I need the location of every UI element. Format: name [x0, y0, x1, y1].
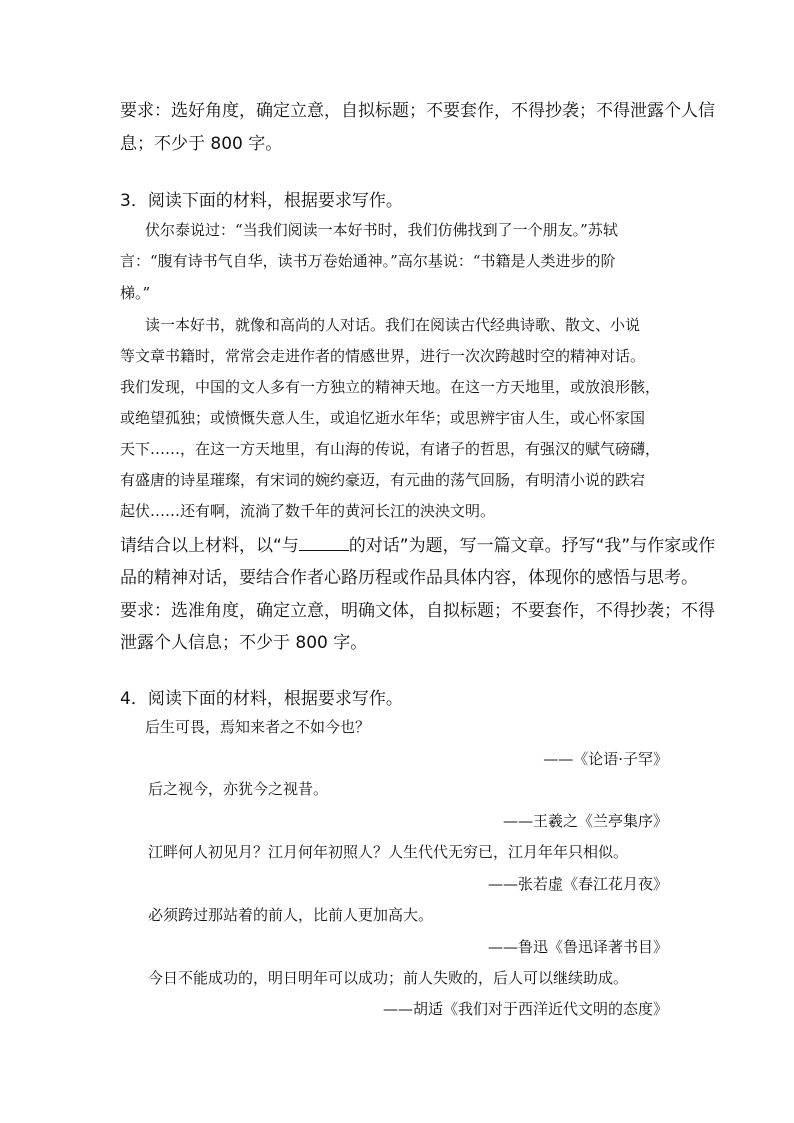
section3-paragraph-line: 起伏……还有啊，流淌了数千年的黄河长江的泱泱文明。 [120, 502, 496, 520]
section4-quote-source: ——张若虚《春江花月夜》 [487, 875, 668, 893]
section3-paragraph-line: 读一本好书，就像和高尚的人对话。我们在阅读古代经典诗歌、散文、小说 [145, 316, 641, 334]
section4-heading: 4．阅读下面的材料，根据要求写作。 [120, 689, 403, 709]
section4-quote-text: 后之视今，亦犹今之视昔。 [148, 780, 329, 798]
section3-heading: 3．阅读下面的材料，根据要求写作。 [120, 191, 403, 211]
section3-quote-line: 伏尔泰说过：“当我们阅读一本好书时，我们仿佛找到了一个朋友。”苏轼 [145, 221, 618, 239]
section3-quote-line: 梯。” [120, 284, 151, 302]
section3-task-line2: 品的精神对话，要结合作者心路历程或作品具体内容，体现你的感悟与思考。 [120, 568, 698, 588]
section3-paragraph-line: 有盛唐的诗星璀璨，有宋词的婉约豪迈，有元曲的荡气回肠，有明清小说的跌宕 [120, 471, 646, 489]
section3-paragraph-line: 我们发现，中国的文人多有一方独立的精神天地。在这一方天地里，或放浪形骸， [120, 378, 661, 396]
section4-quote-source: ——王羲之《兰亭集序》 [502, 812, 668, 830]
section3-paragraph-line: 天下……，在这一方天地里，有山海的传说，有诸子的哲思，有强汉的赋气磅礴， [120, 440, 661, 458]
section3-requirement-line1: 要求：选准角度，确定立意，明确文体，自拟标题；不要套作，不得抄袭；不得 [120, 601, 715, 621]
section3-task-pre: 请结合以上材料，以“与 [120, 536, 299, 556]
section3-paragraph-line: 等文章书籍时，常常会走进作者的情感世界，进行一次次跨越时空的精神对话。 [120, 347, 646, 365]
section3-task-post: 的对话”为题，写一篇文章。抒写“我”与作家或作 [348, 536, 716, 556]
section4-quote-source: ——胡适《我们对于西洋近代文明的态度》 [382, 1000, 668, 1018]
section3-requirement-line2: 泄露个人信息；不少于 800 字。 [120, 633, 368, 653]
section4-quote-text: 必须跨过那站着的前人，比前人更加高大。 [148, 906, 434, 924]
section2-requirement-line1: 要求：选好角度，确定立意，自拟标题；不要套作，不得抄袭；不得泄露个人信 [120, 101, 715, 121]
section3-quote-line: 言：“腹有诗书气自华，读书万卷始通神。”高尔基说：“书籍是人类进步的阶 [120, 252, 616, 270]
section3-task-line1 [120, 531, 715, 556]
fill-in-blank [299, 536, 349, 551]
section4-quote-text: 江畔何人初见月？江月何年初照人？人生代代无穷已，江月年年只相似。 [148, 843, 629, 861]
section4-quote-source: ——《论语·子罕》 [543, 750, 668, 768]
section4-quote-source: ——鲁迅《鲁迅译著书目》 [487, 938, 668, 956]
section3-paragraph-line: 或绝望孤独；或愤慨失意人生，或追忆逝水年华；或思辨宇宙人生，或心怀家国 [120, 409, 646, 427]
section2-requirement-line2: 息；不少于 800 字。 [120, 134, 283, 154]
section4-quote-text: 今日不能成功的，明日明年可以成功；前人失败的，后人可以继续助成。 [148, 969, 629, 987]
section4-quote-text: 后生可畏，焉知来者之不如今也？ [145, 718, 371, 736]
